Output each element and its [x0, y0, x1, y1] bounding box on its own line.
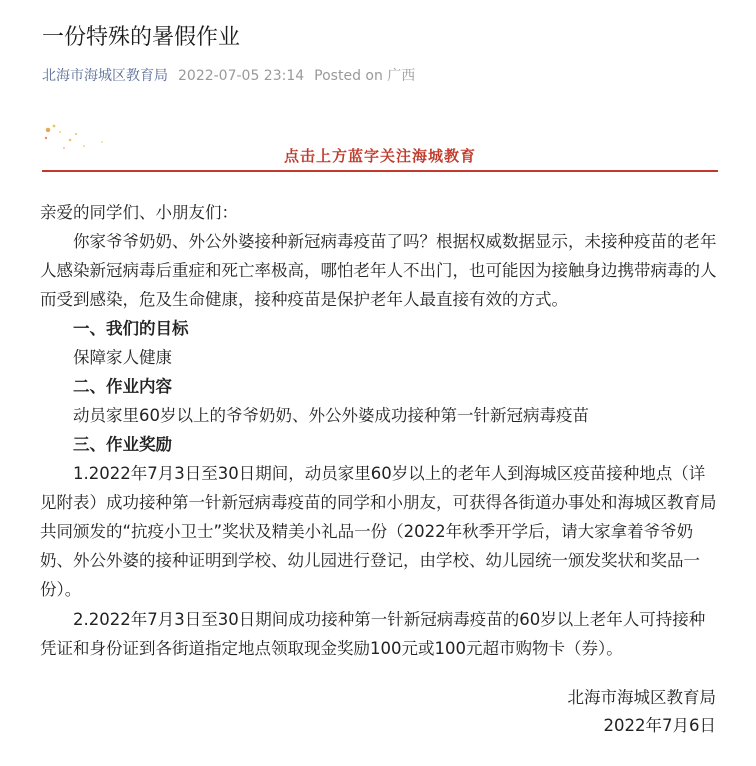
signature-org: 北海市海城区教育局	[567, 688, 716, 707]
article-title: 一份特殊的暑假作业	[42, 25, 241, 50]
section-heading-goal: 一、我们的目标	[73, 319, 189, 338]
reward-item-2: 2.2022年7月3日至30日期间成功接种第一针新冠病毒疫苗的60岁以上老年人可持接种凭证和身份证到各街道指定地点领取现金奖励100元或100元超市购物卡（券）。	[40, 610, 706, 658]
article-meta	[42, 66, 415, 86]
section-heading-reward: 三、作业奖励	[73, 435, 172, 454]
reward-item-1: 1.2022年7月3日至30日期间，动员家里60岁以上的老年人到海城区疫苗接种地点（详见附表）成功接种第一针新冠病毒疫苗的同学和小朋友，可获得各街道办事处和海城区教育局共同颁发的“抗疫小卫士”奖状及精美小礼品一份（2022年秋季开学后，请大家拿着爷爷奶奶、外公外婆的接种证明到学校、幼儿园进行登记，由学校、幼儿园统一颁发奖状和奖品一份）。	[40, 464, 717, 599]
intro-paragraph: 你家爷爷奶奶、外公外婆接种新冠病毒疫苗了吗？根据权威数据显示，未接种疫苗的老年人感染新冠病毒后重症和死亡率极高，哪怕老年人不出门，也可能因为接触身边携带病毒的人而受到感染，危及生命健康，接种疫苗是保护老年人最直接有效的方式。	[40, 232, 717, 309]
section-text-content: 动员家里60岁以上的爷爷奶奶、外公外婆成功接种第一针新冠病毒疫苗	[73, 406, 589, 425]
publish-time: 2022-07-05 23:14	[178, 68, 305, 84]
posted-location: Posted on 广西	[314, 68, 416, 84]
section-text-goal: 保障家人健康	[73, 348, 172, 367]
signature-block	[568, 684, 717, 740]
greeting: 亲爱的同学们、小朋友们：	[40, 203, 238, 222]
follow-banner[interactable]	[42, 122, 718, 174]
section-heading-content: 二、作业内容	[73, 377, 172, 396]
author-link[interactable]: 北海市海城区教育局	[42, 68, 168, 84]
banner-divider	[42, 170, 718, 172]
follow-banner-text: 点击上方蓝字关注海城教育	[283, 147, 476, 165]
signature-date: 2022年7月6日	[603, 716, 716, 735]
article-body	[40, 198, 720, 663]
